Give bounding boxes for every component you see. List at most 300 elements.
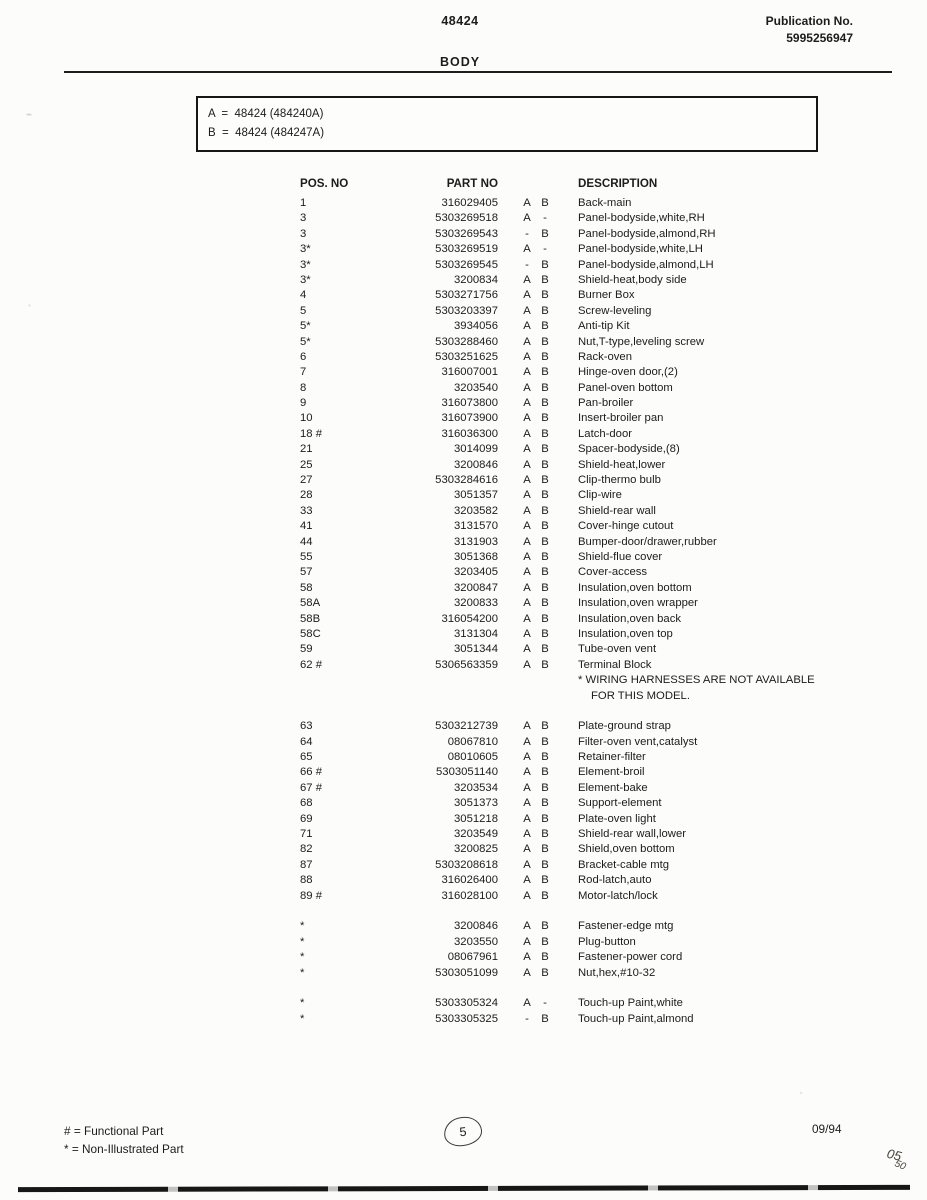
cell-part-no: 3934056 xyxy=(454,320,498,333)
cell-pos-no: 64 xyxy=(300,735,313,748)
cell-model-a: A xyxy=(523,597,531,610)
cell-description: Clip-wire xyxy=(578,489,622,502)
cell-model-a: A xyxy=(523,781,531,794)
cell-pos-no: 41 xyxy=(300,520,313,533)
cell-pos-no: 8 xyxy=(300,381,307,394)
table-row xyxy=(300,319,908,334)
cell-model-b: B xyxy=(541,720,549,733)
cell-model-a: A xyxy=(523,643,531,656)
handwritten-mark xyxy=(884,1146,910,1172)
cell-part-no: 08010605 xyxy=(447,751,498,764)
cell-pos-no: * xyxy=(300,935,305,948)
table-row xyxy=(300,442,908,457)
table-row xyxy=(300,735,908,750)
cell-model-b: B xyxy=(541,458,549,471)
cell-model-a: A xyxy=(523,427,531,440)
cell-model-b: B xyxy=(541,612,549,625)
cell-model-b: B xyxy=(541,289,549,302)
cell-description: Back-main xyxy=(578,197,632,209)
table-row xyxy=(300,781,908,796)
table-row xyxy=(300,565,908,580)
table-row xyxy=(300,365,908,380)
cell-part-no: 3051368 xyxy=(454,550,498,563)
cell-description: Pan-broiler xyxy=(578,397,634,410)
table-row xyxy=(300,627,908,642)
table-row xyxy=(300,196,908,211)
cell-model-b: B xyxy=(541,412,549,425)
cell-pos-no: 89 # xyxy=(300,889,322,902)
publication-block xyxy=(653,13,853,47)
cell-pos-no: 58 xyxy=(300,581,313,594)
table-row xyxy=(300,889,908,904)
cell-pos-no: * xyxy=(300,920,305,933)
cell-part-no: 5303305325 xyxy=(435,1012,498,1025)
table-row xyxy=(300,273,908,288)
table-row xyxy=(300,765,908,780)
cell-description: Fastener-edge mtg xyxy=(578,920,674,933)
table-row xyxy=(300,227,908,242)
cell-model-b: - xyxy=(543,997,547,1010)
cell-description: Terminal Block xyxy=(578,658,652,671)
publication-label: Publication No. xyxy=(765,14,853,28)
cell-model-a: A xyxy=(523,443,531,456)
table-row xyxy=(300,750,908,765)
cell-model-a: A xyxy=(523,828,531,841)
cell-pos-no: 6 xyxy=(300,350,307,363)
cell-model-a: A xyxy=(523,735,531,748)
cell-model-a: A xyxy=(523,751,531,764)
cell-part-no: 5303284616 xyxy=(435,474,498,487)
parts-table xyxy=(300,176,908,1027)
cell-description: Panel-bodyside,white,LH xyxy=(578,243,703,256)
cell-model-b: B xyxy=(541,504,549,517)
table-row xyxy=(300,411,908,426)
cell-model-a: A xyxy=(523,812,531,825)
cell-pos-no: 25 xyxy=(300,458,313,471)
cell-pos-no: 5 xyxy=(300,304,307,317)
table-row xyxy=(300,950,908,965)
cell-pos-no: 82 xyxy=(300,843,313,856)
cell-part-no: 3051218 xyxy=(454,812,498,825)
cell-model-b: - xyxy=(543,243,547,256)
cell-pos-no: 27 xyxy=(300,474,313,487)
cell-description: Panel-bodyside,white,RH xyxy=(578,212,705,225)
cell-model-b: B xyxy=(541,520,549,533)
table-row xyxy=(300,427,908,442)
cell-model-b: B xyxy=(541,350,549,363)
cell-description: Shield-rear wall,lower xyxy=(578,828,686,841)
cell-model-b: B xyxy=(541,366,549,379)
cell-part-no: 3014099 xyxy=(454,443,498,456)
cell-description: Nut,hex,#10-32 xyxy=(578,966,656,979)
cell-pos-no: 18 # xyxy=(300,427,322,440)
cell-model-b: B xyxy=(541,427,549,440)
cell-model-a: A xyxy=(523,720,531,733)
cell-pos-no: 33 xyxy=(300,504,313,517)
cell-model-b: B xyxy=(541,597,549,610)
cell-part-no: 3200834 xyxy=(454,273,498,286)
cell-description: Hinge-oven door,(2) xyxy=(578,366,678,379)
cell-part-no: 316007001 xyxy=(441,366,498,379)
publication-number: 5995256947 xyxy=(786,31,853,45)
cell-model-b: B xyxy=(541,951,549,964)
cell-pos-no: 63 xyxy=(300,720,313,733)
cell-part-no: 5303051099 xyxy=(435,966,498,979)
cell-part-no: 3200833 xyxy=(454,597,498,610)
cell-part-no: 5303203397 xyxy=(435,304,498,317)
cell-model-a: A xyxy=(523,381,531,394)
cell-model-b: B xyxy=(541,874,549,887)
scan-artifact: , xyxy=(800,1086,803,1095)
table-row xyxy=(300,304,908,319)
page-number: 5 xyxy=(458,1124,468,1139)
cell-pos-no: * xyxy=(300,951,305,964)
cell-description: Shield-flue cover xyxy=(578,550,663,563)
scan-bottom-edge xyxy=(18,1185,910,1192)
table-spacer xyxy=(300,981,908,996)
cell-part-no: 3051373 xyxy=(454,797,498,810)
cell-model-a: A xyxy=(523,397,531,410)
cell-model-a: - xyxy=(525,1012,529,1025)
cell-part-no: 316026400 xyxy=(441,874,498,887)
cell-model-a: A xyxy=(523,489,531,502)
table-row xyxy=(300,919,908,934)
cell-part-no: 316073800 xyxy=(441,397,498,410)
cell-part-no: 08067810 xyxy=(447,735,498,748)
cell-description: Latch-door xyxy=(578,427,633,440)
cell-part-no: 5303288460 xyxy=(435,335,498,348)
legend-line-a: A = 48424 (484240A) xyxy=(208,108,324,120)
cell-part-no: 3203549 xyxy=(454,828,498,841)
cell-description: Support-element xyxy=(578,797,662,810)
cell-part-no: 3200825 xyxy=(454,843,498,856)
cell-model-b: B xyxy=(541,535,549,548)
cell-description: Plate-oven light xyxy=(578,812,656,825)
cell-part-no: 316029405 xyxy=(441,197,498,209)
page-number-circle xyxy=(443,1115,483,1147)
cell-description: Burner Box xyxy=(578,289,635,302)
cell-pos-no: * xyxy=(300,1012,305,1025)
cell-description: Motor-latch/lock xyxy=(578,889,658,902)
footnotes xyxy=(64,1122,184,1158)
cell-description: Tube-oven vent xyxy=(578,643,657,656)
table-row xyxy=(300,473,908,488)
cell-part-no: 5303269545 xyxy=(435,258,498,271)
cell-model-b: B xyxy=(541,489,549,502)
cell-model-a: - xyxy=(525,258,529,271)
cell-part-no: 5303305324 xyxy=(435,997,498,1010)
cell-model-a: A xyxy=(523,874,531,887)
cell-model-b: B xyxy=(541,273,549,286)
cell-part-no: 3200846 xyxy=(454,458,498,471)
cell-description: Insulation,oven top xyxy=(578,627,673,640)
table-row xyxy=(300,858,908,873)
cell-pos-no: 65 xyxy=(300,751,313,764)
cell-pos-no: 3* xyxy=(300,273,311,286)
table-row xyxy=(300,458,908,473)
cell-description: Spacer-bodyside,(8) xyxy=(578,443,680,456)
parts-table-rows xyxy=(300,196,908,1027)
cell-model-b: B xyxy=(541,227,549,240)
cell-model-a: A xyxy=(523,504,531,517)
cell-part-no: 5303051140 xyxy=(436,766,498,779)
cell-model-a: A xyxy=(523,612,531,625)
cell-description: Shield-rear wall xyxy=(578,504,656,517)
cell-part-no: 3203582 xyxy=(454,504,498,517)
cell-model-a: A xyxy=(523,935,531,948)
cell-model-b: B xyxy=(541,304,549,317)
cell-model-a: A xyxy=(523,289,531,302)
table-row xyxy=(300,842,908,857)
scan-artifact: ~ xyxy=(26,110,32,121)
cell-description: Retainer-filter xyxy=(578,751,646,764)
footnote-non-illustrated: * = Non-Illustrated Part xyxy=(64,1142,184,1156)
cell-part-no: 3131304 xyxy=(454,627,498,640)
cell-model-b: B xyxy=(541,581,549,594)
cell-description: Plug-button xyxy=(578,935,636,948)
table-row xyxy=(300,658,908,673)
cell-model-a: A xyxy=(523,889,531,902)
cell-description: Rod-latch,auto xyxy=(578,874,652,887)
cell-model-a: A xyxy=(523,766,531,779)
cell-description: Cover-hinge cutout xyxy=(578,520,674,533)
cell-description: Screw-leveling xyxy=(578,304,652,317)
table-row xyxy=(300,504,908,519)
table-row xyxy=(300,642,908,657)
table-row xyxy=(300,396,908,411)
table-spacer xyxy=(300,904,908,919)
cell-part-no: 3051344 xyxy=(454,643,498,656)
cell-model-b: B xyxy=(541,474,549,487)
cell-pos-no: 7 xyxy=(300,366,307,379)
table-row xyxy=(300,350,908,365)
cell-model-b: B xyxy=(541,443,549,456)
note-line: FOR THIS MODEL. xyxy=(591,689,690,702)
cell-description: Rack-oven xyxy=(578,350,632,363)
cell-model-b: B xyxy=(541,566,549,579)
cell-description: Touch-up Paint,almond xyxy=(578,1012,694,1025)
cell-model-b: - xyxy=(543,212,547,225)
cell-pos-no: 5* xyxy=(300,320,311,333)
col-header-description: DESCRIPTION xyxy=(578,177,658,190)
cell-model-a: A xyxy=(523,350,531,363)
scan-artifact: . xyxy=(28,298,31,309)
cell-model-b: B xyxy=(541,858,549,871)
cell-description: Insulation,oven wrapper xyxy=(578,597,698,610)
cell-part-no: 5303269518 xyxy=(435,212,498,225)
cell-model-a: A xyxy=(523,304,531,317)
cell-description: Element-bake xyxy=(578,781,648,794)
cell-pos-no: 3* xyxy=(300,243,311,256)
model-legend-box xyxy=(196,96,818,152)
cell-model-b: B xyxy=(541,751,549,764)
cell-part-no: 316028100 xyxy=(441,889,498,902)
table-row xyxy=(300,488,908,503)
cell-pos-no: 1 xyxy=(300,197,307,209)
col-header-part: PART NO xyxy=(446,177,498,190)
cell-part-no: 3200847 xyxy=(454,581,498,594)
cell-model-a: A xyxy=(523,458,531,471)
cell-model-b: B xyxy=(541,335,549,348)
table-row xyxy=(300,996,908,1011)
cell-model-b: B xyxy=(541,735,549,748)
cell-model-a: A xyxy=(523,627,531,640)
table-row xyxy=(300,827,908,842)
cell-pos-no: 62 # xyxy=(300,658,322,671)
cell-model-a: A xyxy=(523,474,531,487)
cell-pos-no: 67 # xyxy=(300,781,322,794)
cell-model-b: B xyxy=(541,781,549,794)
cell-description: Bumper-door/drawer,rubber xyxy=(578,535,717,548)
table-row xyxy=(300,550,908,565)
cell-part-no: 3203534 xyxy=(454,781,498,794)
table-row xyxy=(300,935,908,950)
cell-model-a: A xyxy=(523,843,531,856)
cell-pos-no: * xyxy=(300,966,305,979)
cell-model-b: B xyxy=(541,627,549,640)
cell-description: Insulation,oven bottom xyxy=(578,581,692,594)
parts-table-header xyxy=(300,176,908,196)
cell-part-no: 3203550 xyxy=(454,935,498,948)
cell-pos-no: 71 xyxy=(300,828,313,841)
cell-model-a: A xyxy=(523,951,531,964)
cell-model-b: B xyxy=(541,381,549,394)
cell-description: Element-broil xyxy=(578,766,645,779)
cell-model-a: - xyxy=(525,227,529,240)
cell-model-a: A xyxy=(523,966,531,979)
cell-description: Fastener-power cord xyxy=(578,951,683,964)
cell-model-b: B xyxy=(541,920,549,933)
cell-model-b: B xyxy=(541,320,549,333)
cell-description: Plate-ground strap xyxy=(578,720,671,733)
col-header-pos: POS. NO xyxy=(300,177,349,190)
cell-description: Shield-heat,body side xyxy=(578,273,687,286)
footnote-functional: # = Functional Part xyxy=(64,1124,164,1138)
cell-part-no: 316054200 xyxy=(441,612,498,625)
cell-pos-no: 3 xyxy=(300,227,307,240)
cell-model-a: A xyxy=(523,797,531,810)
cell-pos-no: * xyxy=(300,997,305,1010)
cell-description: Touch-up Paint,white xyxy=(578,997,683,1010)
cell-model-a: A xyxy=(523,412,531,425)
cell-model-a: A xyxy=(523,566,531,579)
cell-model-b: B xyxy=(541,658,549,671)
handwritten-mark-main: 05 xyxy=(885,1145,904,1164)
cell-pos-no: 57 xyxy=(300,566,313,579)
cell-model-b: B xyxy=(541,766,549,779)
section-title: BODY xyxy=(439,55,481,69)
cell-part-no: 3203540 xyxy=(454,381,498,394)
cell-description: Shield-heat,lower xyxy=(578,458,666,471)
table-row xyxy=(300,612,908,627)
table-row xyxy=(300,288,908,303)
cell-model-b: B xyxy=(541,812,549,825)
cell-model-a: A xyxy=(523,920,531,933)
cell-model-a: A xyxy=(523,997,531,1010)
cell-part-no: 5303212739 xyxy=(435,720,498,733)
table-row xyxy=(300,258,908,273)
table-row xyxy=(300,966,908,981)
cell-model-b: B xyxy=(541,397,549,410)
cell-pos-no: 9 xyxy=(300,397,307,410)
cell-model-b: B xyxy=(541,889,549,902)
cell-description: Cover-access xyxy=(578,566,648,579)
cell-part-no: 08067961 xyxy=(447,951,498,964)
cell-part-no: 5303271756 xyxy=(435,289,498,302)
cell-part-no: 3131570 xyxy=(454,520,498,533)
cell-description: Filter-oven vent,catalyst xyxy=(578,735,698,748)
cell-part-no: 3200846 xyxy=(454,920,498,933)
table-row xyxy=(300,381,908,396)
handwritten-mark-sub: 50 xyxy=(892,1158,908,1173)
cell-model-b: B xyxy=(541,1012,549,1025)
cell-model-b: B xyxy=(541,643,549,656)
cell-pos-no: 58C xyxy=(300,627,321,640)
cell-model-b: B xyxy=(541,843,549,856)
cell-part-no: 316036300 xyxy=(441,427,498,440)
cell-model-a: A xyxy=(523,658,531,671)
cell-description: Panel-bodyside,almond,RH xyxy=(578,227,716,240)
model-number: 48424 xyxy=(441,14,479,28)
cell-part-no: 5303269519 xyxy=(435,243,498,256)
table-row xyxy=(300,873,908,888)
table-row xyxy=(300,1012,908,1027)
cell-model-a: A xyxy=(523,581,531,594)
cell-part-no: 5303251625 xyxy=(435,350,498,363)
table-row xyxy=(300,535,908,550)
cell-pos-no: 5* xyxy=(300,335,311,348)
cell-pos-no: 87 xyxy=(300,858,313,871)
table-row xyxy=(300,596,908,611)
cell-description: Panel-oven bottom xyxy=(578,381,673,394)
table-row xyxy=(300,519,908,534)
cell-description: Panel-bodyside,almond,LH xyxy=(578,258,714,271)
cell-part-no: 5303208618 xyxy=(435,858,498,871)
cell-model-a: A xyxy=(523,520,531,533)
cell-pos-no: 68 xyxy=(300,797,313,810)
cell-model-b: B xyxy=(541,258,549,271)
cell-part-no: 5303269543 xyxy=(435,227,498,240)
cell-description: Nut,T-type,leveling screw xyxy=(578,335,705,348)
table-row xyxy=(300,242,908,257)
table-row xyxy=(300,211,908,226)
cell-pos-no: 3* xyxy=(300,258,311,271)
cell-pos-no: 3 xyxy=(300,212,307,225)
cell-model-a: A xyxy=(523,197,531,209)
table-note-row xyxy=(300,673,908,704)
table-row xyxy=(300,335,908,350)
cell-description: Anti-tip Kit xyxy=(578,320,630,333)
cell-model-a: A xyxy=(523,858,531,871)
cell-part-no: 316073900 xyxy=(441,412,498,425)
cell-model-a: A xyxy=(523,335,531,348)
cell-description: Shield,oven bottom xyxy=(578,843,675,856)
table-row xyxy=(300,581,908,596)
cell-pos-no: 58A xyxy=(300,597,321,610)
cell-model-a: A xyxy=(523,535,531,548)
cell-pos-no: 55 xyxy=(300,550,313,563)
cell-model-b: B xyxy=(541,197,549,209)
cell-pos-no: 69 xyxy=(300,812,313,825)
cell-pos-no: 59 xyxy=(300,643,313,656)
cell-model-b: B xyxy=(541,828,549,841)
cell-model-b: B xyxy=(541,797,549,810)
date-code: 09/94 xyxy=(812,1122,842,1136)
cell-model-a: A xyxy=(523,550,531,563)
cell-description: Insulation,oven back xyxy=(578,612,681,625)
cell-part-no: 3203405 xyxy=(454,566,498,579)
cell-part-no: 3131903 xyxy=(454,535,498,548)
